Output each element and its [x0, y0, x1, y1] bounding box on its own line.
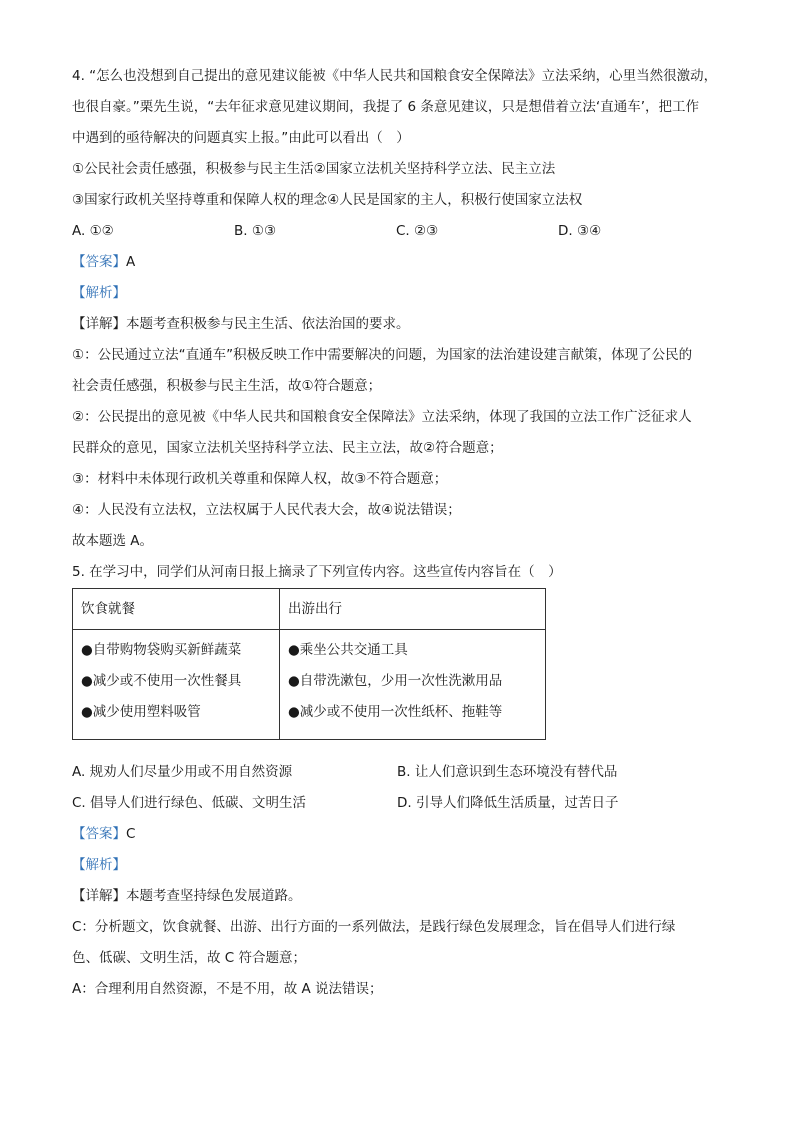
detail-tag: 【详解】	[72, 316, 126, 332]
q5-analysis	[72, 855, 727, 886]
q5-option-c: C. 倡导人们进行绿色、低碳、文明生活	[72, 795, 307, 811]
q5-option-a: A. 规劝人们尽量少用或不用自然资源	[72, 764, 293, 780]
q5-table-wrap	[72, 588, 727, 740]
q4-statement-2: ③国家行政机关坚持尊重和保障人权的理念④人民是国家的主人，积极行使国家立法权	[72, 192, 583, 208]
q4-conclusion: 故本题选 A。	[72, 533, 154, 549]
answer-value: A	[126, 254, 136, 270]
detail-text: 本题考查坚持绿色发展道路。	[126, 888, 302, 904]
q4-detail	[72, 314, 727, 345]
list-item: ●乘坐公共交通工具	[288, 642, 408, 658]
q5-explain-1: C：分析题文，饮食就餐、出游、出行方面的一系列做法，是践行绿色发展理念，旨在倡导人们进行绿	[72, 919, 676, 935]
q4-stem-line-1: 4. “怎么也没想到自己提出的意见建议能被《中华人民共和国粮食安全保障法》立法采纳，心里当然很激动，	[72, 68, 718, 84]
q4-options	[72, 221, 727, 252]
spacer	[72, 740, 727, 762]
question-5	[72, 562, 727, 1010]
q5-options-row-1	[72, 762, 727, 793]
table-cell-dining	[73, 630, 280, 740]
answer-tag: 【答案】	[72, 826, 126, 842]
list-item: ●自带洗漱包，少用一次性洗漱用品	[288, 673, 503, 689]
table-header-cell: 出游出行	[280, 589, 546, 630]
q5-detail	[72, 886, 727, 917]
document-page	[72, 66, 727, 1010]
q4-option-b: B. ①③	[234, 223, 277, 239]
q4-answer	[72, 252, 727, 283]
q5-explain-2: 色、低碳、文明生活，故 C 符合题意；	[72, 950, 307, 966]
q5-option-d: D. 引导人们降低生活质量，过苦日子	[397, 795, 619, 811]
q4-statement-1: ①公民社会责任感强，积极参与民主生活②国家立法机关坚持科学立法、民主立法	[72, 161, 556, 177]
answer-value: C	[126, 826, 136, 842]
q4-explain-1: ①：公民通过立法“直通车”积极反映工作中需要解决的问题，为国家的法治建设建言献策，体现了公民的	[72, 347, 693, 363]
table-row	[73, 630, 546, 740]
q5-explain-3: A：合理利用自然资源，不是不用，故 A 说法错误；	[72, 981, 383, 997]
q4-option-d: D. ③④	[558, 223, 602, 239]
table-header-cell: 饮食就餐	[73, 589, 280, 630]
question-4	[72, 66, 727, 562]
q5-options-row-2	[72, 793, 727, 824]
q4-option-c: C. ②③	[396, 223, 439, 239]
list-item: ●自带购物袋购买新鲜蔬菜	[81, 642, 242, 658]
list-item: ●减少或不使用一次性餐具	[81, 673, 242, 689]
q4-option-a: A. ①②	[72, 223, 114, 239]
q5-answer	[72, 824, 727, 855]
q4-explain-5: ③：材料中未体现行政机关尊重和保障人权，故③不符合题意；	[72, 471, 448, 487]
detail-tag: 【详解】	[72, 888, 126, 904]
q5-table	[72, 588, 546, 740]
list-item: ●减少使用塑料吸管	[81, 704, 201, 720]
q4-analysis	[72, 283, 727, 314]
q4-stem-line-2: 也很自豪。”栗先生说，“去年征求意见建议期间，我提了 6 条意见建议，只是想借着立法‘直通车’，把工作	[72, 99, 699, 115]
q4-stem-line-3: 中遇到的亟待解决的问题真实上报。”由此可以看出（ ）	[72, 130, 410, 146]
analysis-tag: 【解析】	[72, 285, 126, 301]
q5-stem: 5. 在学习中，同学们从河南日报上摘录了下列宣传内容。这些宣传内容旨在（ ）	[72, 564, 562, 580]
table-header-row	[73, 589, 546, 630]
analysis-tag: 【解析】	[72, 857, 126, 873]
list-item: ●减少或不使用一次性纸杯、拖鞋等	[288, 704, 503, 720]
detail-text: 本题考查积极参与民主生活、依法治国的要求。	[126, 316, 410, 332]
table-cell-travel	[280, 630, 546, 740]
q4-explain-6: ④：人民没有立法权，立法权属于人民代表大会，故④说法错误；	[72, 502, 461, 518]
q4-explain-2: 社会责任感强，积极参与民主生活，故①符合题意；	[72, 378, 382, 394]
q5-option-b: B. 让人们意识到生态环境没有替代品	[397, 764, 618, 780]
answer-tag: 【答案】	[72, 254, 126, 270]
q4-explain-4: 民群众的意见，国家立法机关坚持科学立法、民主立法，故②符合题意；	[72, 440, 503, 456]
q4-explain-3: ②：公民提出的意见被《中华人民共和国粮食安全保障法》立法采纳，体现了我国的立法工作广泛征求人	[72, 409, 692, 425]
